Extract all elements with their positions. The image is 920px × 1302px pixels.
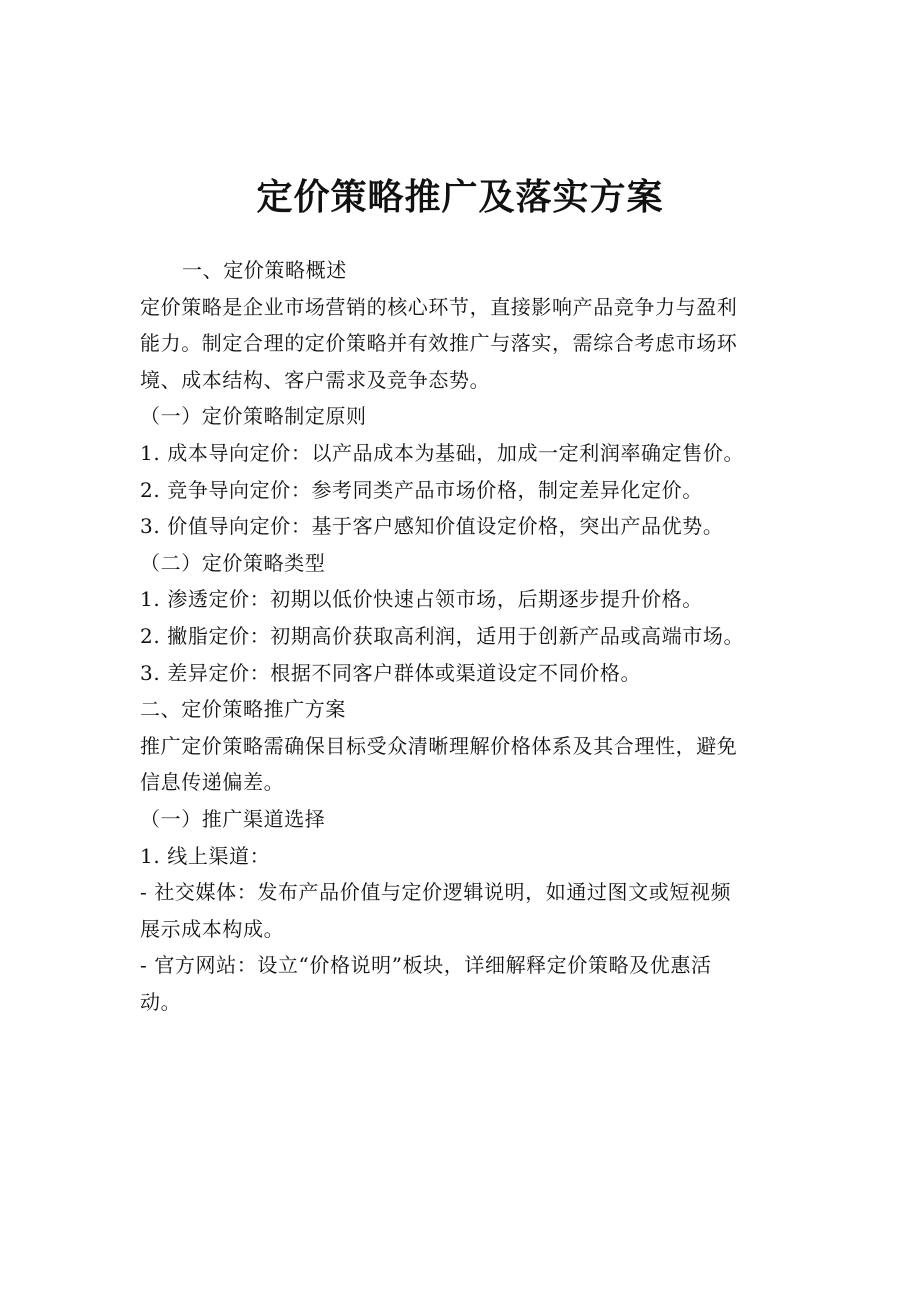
document-body [140, 252, 772, 1020]
list-item: 2. 竞争导向定价：参考同类产品市场价格，制定差异化定价。 [140, 477, 703, 502]
paragraph-line: 推广定价策略需确保目标受众清晰理解价格体系及其合理性，避免 [140, 733, 738, 758]
bullet-line: 动。 [140, 989, 182, 1014]
subsection-heading-principles: （一）定价策略制定原则 [140, 404, 367, 429]
subsection-heading-types: （二）定价策略类型 [140, 550, 326, 575]
section-heading-2: 二、定价策略推广方案 [140, 697, 346, 722]
list-item: 1. 线上渠道： [140, 843, 271, 868]
paragraph-line: 定价策略是企业市场营销的核心环节，直接影响产品竞争力与盈利 [140, 294, 738, 319]
list-item: 1. 渗透定价：初期以低价快速占领市场，后期逐步提升价格。 [140, 587, 703, 612]
list-item: 3. 价值导向定价：基于客户感知价值设定价格，突出产品优势。 [140, 514, 724, 539]
subsection-heading-channels: （一）推广渠道选择 [140, 806, 326, 831]
document-title: 定价策略推广及落实方案 [256, 177, 664, 219]
paragraph-line: 信息传递偏差。 [140, 770, 285, 795]
bullet-line: - 官方网站：设立“价格说明”板块，详细解释定价策略及优惠活 [140, 953, 712, 978]
paragraph-line: 境、成本结构、客户需求及竞争态势。 [140, 367, 491, 392]
section-heading-1: 一、定价策略概述 [182, 258, 347, 282]
list-item: 3. 差异定价：根据不同客户群体或渠道设定不同价格。 [140, 660, 642, 685]
list-item: 1. 成本导向定价：以产品成本为基础，加成一定利润率确定售价。 [140, 440, 745, 465]
bullet-line: 展示成本构成。 [140, 916, 285, 941]
list-item: 2. 撇脂定价：初期高价获取高利润，适用于创新产品或高端市场。 [140, 623, 745, 648]
paragraph-line: 能力。制定合理的定价策略并有效推广与落实，需综合考虑市场环 [140, 331, 738, 356]
bullet-line: - 社交媒体：发布产品价值与定价逻辑说明，如通过图文或短视频 [140, 880, 732, 905]
